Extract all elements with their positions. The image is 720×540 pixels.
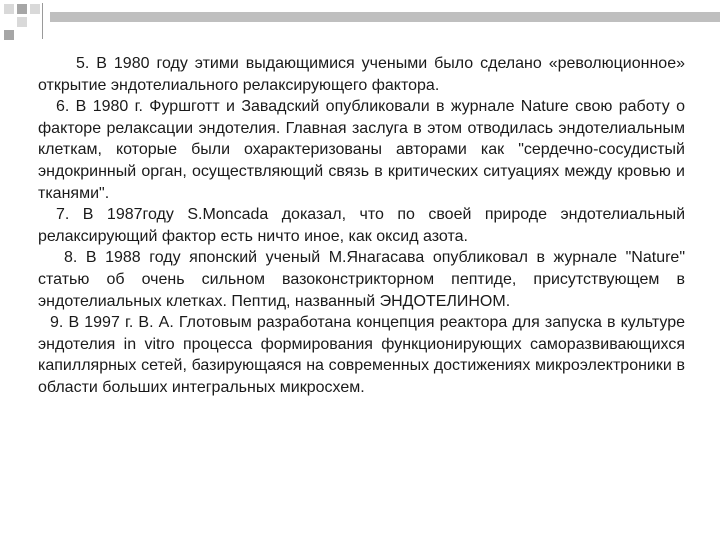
paragraph-number: 6. <box>56 98 70 116</box>
paragraph-text: В 1988 году японский ученый М.Янагасава опубликовал в журнале "Nature" статью об очень сильном вазоконстрикторном пептиде, присутствующем в эндотелиальных клетках. Пептид, названный ЭНДОТЕЛИНОМ. <box>38 249 685 310</box>
decorative-square <box>30 4 40 14</box>
paragraph-7 <box>38 204 685 247</box>
decorative-square <box>17 17 27 27</box>
paragraph-number: 8. <box>64 249 78 267</box>
paragraph-text: В 1987году S.Moncada доказал, что по своей природе эндотелиальный релаксирующий фактор есть ничто иное, как оксид азота. <box>38 206 685 245</box>
paragraph-9 <box>38 312 685 398</box>
paragraph-5 <box>38 53 685 96</box>
paragraph-number: 5. <box>76 55 90 72</box>
paragraph-text: В 1980 г. Фуршготт и Завадский опубликовали в журнале Nature свою работу о факторе релаксации эндотелия. Главная заслуга в этом отводилась эндотелиальным клеткам, которые были охарактеризованы авторами как "сердечно-сосудистый эндокринный орган, осуществляющий связь в критических ситуациях между кровью и тканями". <box>38 98 685 202</box>
header-divider-line <box>42 3 43 39</box>
paragraph-6 <box>38 96 685 204</box>
decorative-square <box>4 30 14 40</box>
slide-body <box>38 53 685 399</box>
decorative-square <box>17 4 27 14</box>
paragraph-8 <box>38 247 685 312</box>
header-bar <box>50 12 720 22</box>
paragraph-number: 9. <box>50 314 64 332</box>
paragraph-text: В 1997 г. В. А. Глотовым разработана концепция реактора для запуска в культуре эндотелия in vitro процесса формирования функционирующих саморазвивающихся капиллярных сетей, базирующаяся на современных достижениях микроэлектроники в области больших интегральных микросхем. <box>38 314 685 396</box>
decorative-square <box>4 4 14 14</box>
paragraph-number: 7. <box>56 206 70 224</box>
paragraph-text: В 1980 году этими выдающимися учеными было сделано «революционное» открытие эндотелиального релаксирующего фактора. <box>38 55 685 94</box>
